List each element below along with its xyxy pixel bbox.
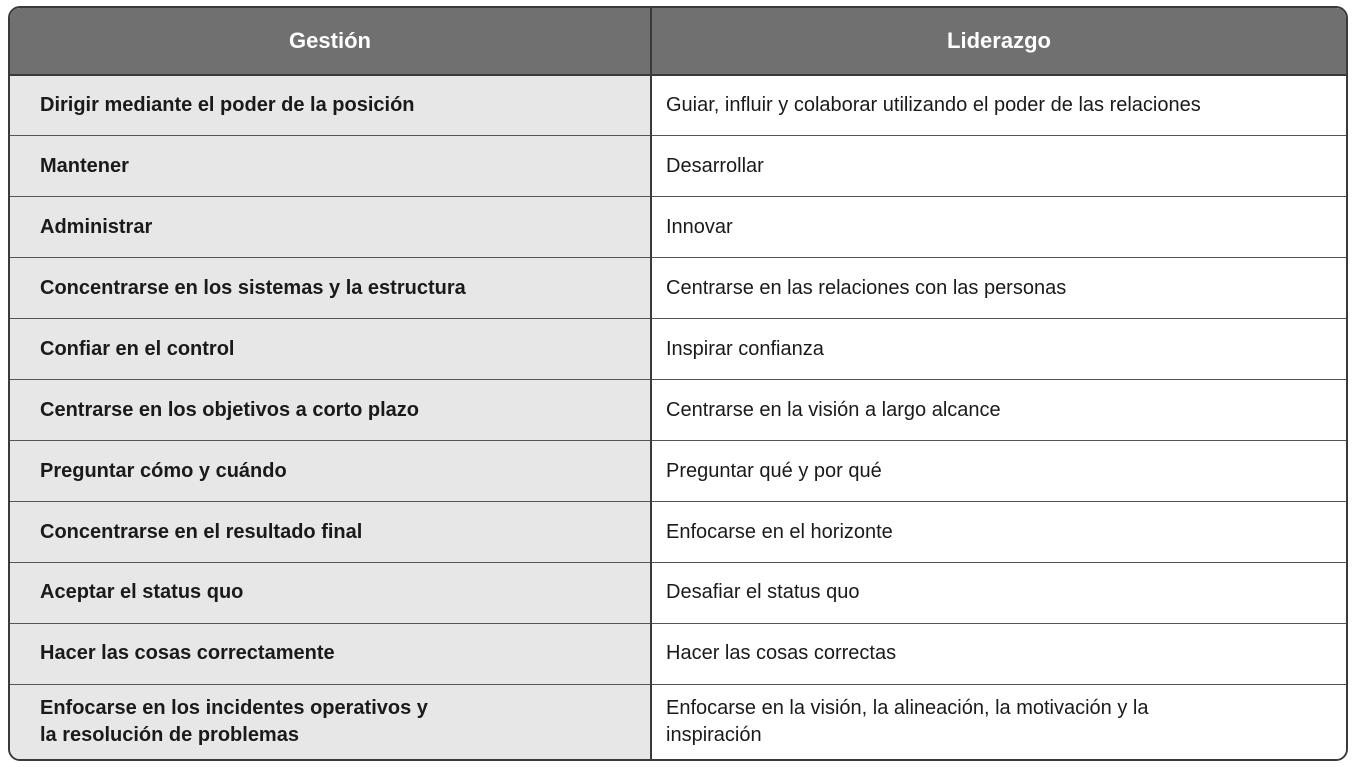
table-row [10, 441, 1346, 502]
leadership-cell: Innovar [651, 197, 1346, 258]
table-body [10, 75, 1346, 759]
table-row [10, 258, 1346, 319]
management-cell: Centrarse en los objetivos a corto plazo [10, 380, 651, 441]
header-leadership: Liderazgo [651, 8, 1346, 75]
header-row [10, 8, 1346, 75]
table-row [10, 684, 1346, 759]
leadership-cell: Centrarse en la visión a largo alcance [651, 380, 1346, 441]
table-row [10, 319, 1346, 380]
management-cell: Concentrarse en el resultado final [10, 502, 651, 563]
leadership-cell: Enfocarse en la visión, la alineación, la motivación y la inspiración [651, 684, 1346, 759]
header-management: Gestión [10, 8, 651, 75]
leadership-cell: Centrarse en las relaciones con las personas [651, 258, 1346, 319]
leadership-cell: Desarrollar [651, 136, 1346, 197]
leadership-cell: Desafiar el status quo [651, 563, 1346, 624]
table-row [10, 502, 1346, 563]
comparison-table [10, 8, 1346, 759]
leadership-cell: Preguntar qué y por qué [651, 441, 1346, 502]
leadership-cell: Hacer las cosas correctas [651, 623, 1346, 684]
comparison-table-frame [8, 6, 1348, 761]
table-header [10, 8, 1346, 75]
management-cell: Enfocarse en los incidentes operativos y la resolución de problemas [10, 684, 651, 759]
leadership-cell: Guiar, influir y colaborar utilizando el poder de las relaciones [651, 75, 1346, 136]
table-row [10, 563, 1346, 624]
leadership-cell: Inspirar confianza [651, 319, 1346, 380]
management-cell: Administrar [10, 197, 651, 258]
management-cell: Hacer las cosas correctamente [10, 623, 651, 684]
management-cell: Preguntar cómo y cuándo [10, 441, 651, 502]
management-cell: Dirigir mediante el poder de la posición [10, 75, 651, 136]
table-row [10, 75, 1346, 136]
leadership-cell: Enfocarse en el horizonte [651, 502, 1346, 563]
management-cell: Confiar en el control [10, 319, 651, 380]
management-cell: Aceptar el status quo [10, 563, 651, 624]
table-row [10, 197, 1346, 258]
management-cell: Concentrarse en los sistemas y la estructura [10, 258, 651, 319]
management-cell: Mantener [10, 136, 651, 197]
table-row [10, 623, 1346, 684]
table-row [10, 136, 1346, 197]
table-row [10, 380, 1346, 441]
